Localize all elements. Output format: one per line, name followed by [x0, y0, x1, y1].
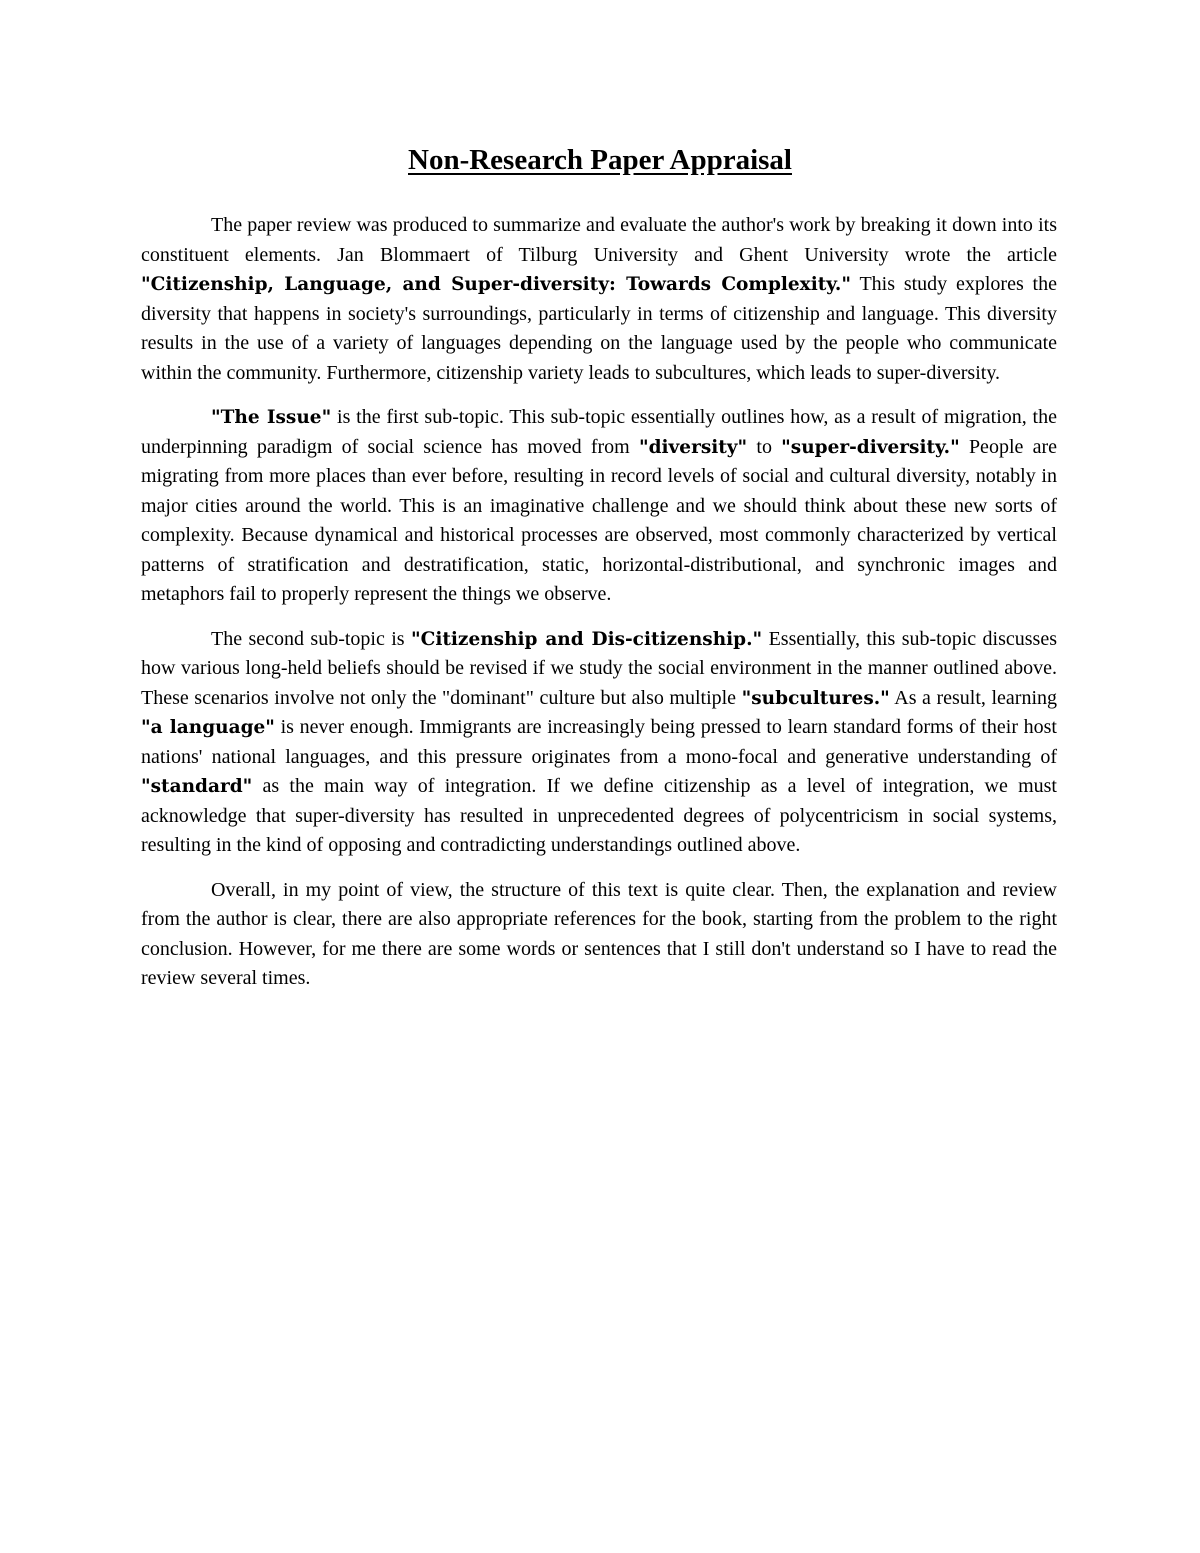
- paragraph: [141, 625, 1057, 861]
- text-run: The paper review was produced to summarize and evaluate the author's work by breaking it down into its constituent elements. Jan Blommaert of Tilburg University and Ghent University wrote the article: [141, 214, 1057, 266]
- document-body: [141, 211, 1057, 1009]
- bold-phrase: "subcultures.": [741, 687, 890, 709]
- document-title: Non-Research Paper Appraisal: [408, 144, 792, 176]
- paragraph: [141, 403, 1057, 610]
- bold-phrase: "standard": [141, 776, 253, 797]
- text-run: This study explores the diversity that happens in society's surroundings, particularly in terms of citizenship and language. This diversity results in the use of a variety of languages depending on the language used by the people who communicate within the community. Furthermore, citizenship variety leads to subcultures, which leads to super-diversity.: [141, 273, 1057, 384]
- bold-phrase: "The Issue": [211, 407, 332, 428]
- bold-phrase: "super-diversity.": [781, 436, 960, 458]
- bold-phrase: "diversity": [638, 436, 748, 458]
- text-run: Essentially, this sub-topic discusses how various long-held beliefs should be revised if we study the social environment in the manner outlined above. These scenarios involve not only the "dominant" culture but also multiple: [141, 627, 1057, 709]
- paragraph: [141, 876, 1057, 994]
- text-run: Overall, in my point of view, the structure of this text is quite clear. Then, the explanation and review from the author is clear, there are also appropriate references for the book, starting from the problem to the right conclusion. However, for me there are some words or sentences that I still don't understand so I have to read the review several times.: [141, 878, 1057, 989]
- text-run: The second sub-topic is: [211, 627, 411, 650]
- text-run: As a result, learning: [889, 686, 1057, 709]
- bold-phrase: "Citizenship and Dis-citizenship.": [410, 628, 763, 650]
- bold-phrase: "Citizenship, Language, and Super-diversity: Towards Complexity.": [141, 274, 851, 295]
- text-run: to: [747, 435, 782, 458]
- text-run: is the first sub-topic. This sub-topic essentially outlines how, as a result of migration, the underpinning paradigm of social science has moved from: [141, 406, 1057, 458]
- text-run: is never enough. Immigrants are increasingly being pressed to learn standard forms of their host nations' national languages, and this pressure originates from a mono-focal and generative understanding of: [141, 716, 1057, 768]
- text-run: People are migrating from more places than ever before, resulting in record levels of social and cultural diversity, notably in major cities around the world. This is an imaginative challenge and we should think about these new sorts of complexity. Because dynamical and historical processes are observed, most commonly characterized by vertical patterns of stratification and destratification, static, horizontal-distributional, and synchronic images and metaphors fail to properly represent the things we observe.: [141, 435, 1057, 605]
- bold-phrase: "a language": [141, 717, 275, 738]
- text-run: as the main way of integration. If we define citizenship as a level of integration, we must acknowledge that super-diversity has resulted in unprecedented degrees of polycentricism in social systems, resulting in the kind of opposing and contradicting understandings outlined above.: [141, 775, 1057, 856]
- paragraph: [141, 211, 1057, 388]
